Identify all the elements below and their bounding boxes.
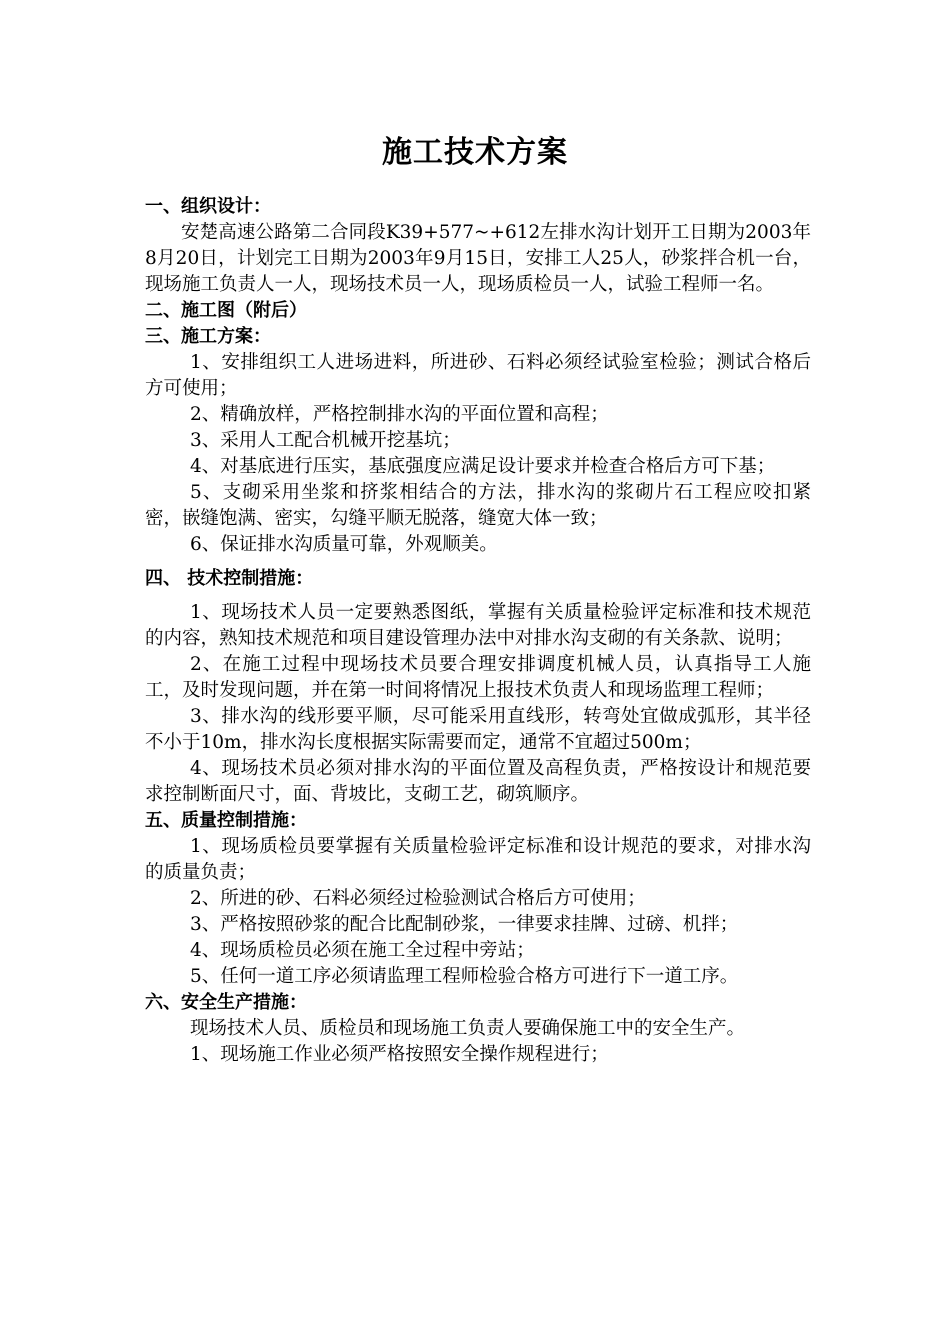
list-item: 6、保证排水沟质量可靠，外观顺美。 bbox=[190, 534, 498, 555]
document-body bbox=[145, 194, 811, 1068]
list-item: 5、任何一道工序必须请监理工程师检验合格方可进行下一道工序。 bbox=[190, 966, 739, 987]
list-item: 4、现场技术员必须对排水沟的平面位置及高程负责，严格按设计和规范要求控制断面尺寸，面、背坡比，支砌工艺，砌筑顺序。 bbox=[145, 758, 811, 805]
page-title: 施工技术方案 bbox=[382, 135, 568, 170]
list-item: 1、安排组织工人进场进料，所进砂、石料必须经试验室检验；测试合格后方可使用； bbox=[145, 352, 811, 399]
section-heading-organization: 一、组织设计： bbox=[145, 196, 271, 217]
list-item: 1、现场施工作业必须严格按照安全操作规程进行； bbox=[190, 1044, 609, 1065]
list-item: 2、精确放样，严格控制排水沟的平面位置和高程； bbox=[190, 404, 609, 425]
paragraph-organization: 安楚高速公路第二合同段K39+577~+612左排水沟计划开工日期为2003年8月20日，计划完工日期为2003年9月15日，安排工人25人，砂浆拌合机一台，现场施工负责人一人，现场技术员一人，现场质检员一人，试验工程师一名。 bbox=[145, 222, 811, 295]
list-item: 5、支砌采用坐浆和挤浆相结合的方法，排水沟的浆砌片石工程应咬扣紧密，嵌缝饱满、密实，勾缝平顺无脱落，缝宽大体一致； bbox=[145, 482, 811, 529]
list-item: 2、在施工过程中现场技术员要合理安排调度机械人员，认真指导工人施工，及时发现问题，并在第一时间将情况上报技术负责人和现场监理工程师； bbox=[145, 654, 811, 701]
list-item: 3、采用人工配合机械开挖基坑； bbox=[190, 430, 461, 451]
list-item: 4、对基底进行压实，基底强度应满足设计要求并检查合格后方可下基； bbox=[190, 456, 776, 477]
list-item: 1、现场质检员要掌握有关质量检验评定标准和设计规范的要求，对排水沟的质量负责； bbox=[145, 836, 811, 883]
list-item: 1、现场技术人员一定要熟悉图纸，掌握有关质量检验评定标准和技术规范的内容，熟知技术规范和项目建设管理办法中对排水沟支砌的有关条款、说明； bbox=[145, 602, 811, 649]
section-heading-plan: 三、施工方案： bbox=[145, 326, 271, 347]
section-heading-safety: 六、安全生产措施： bbox=[145, 992, 307, 1013]
section-heading-quality-control: 五、质量控制措施： bbox=[145, 810, 307, 831]
section-heading-drawing: 二、施工图（附后） bbox=[145, 300, 307, 321]
list-item: 3、严格按照砂浆的配合比配制砂浆，一律要求挂牌、过磅、机拌； bbox=[190, 914, 739, 935]
paragraph-safety-intro: 现场技术人员、质检员和现场施工负责人要确保施工中的安全生产。 bbox=[190, 1018, 746, 1039]
list-item: 2、所进的砂、石料必须经过检验测试合格后方可使用； bbox=[190, 888, 646, 909]
list-item: 3、排水沟的线形要平顺，尽可能采用直线形，转弯处宜做成弧形，其半径不小于10m，排水沟长度根据实际需要而定，通常不宜超过500m； bbox=[145, 706, 811, 753]
section-heading-technical-control: 四、 技术控制措施： bbox=[145, 568, 314, 589]
list-item: 4、现场质检员必须在施工全过程中旁站； bbox=[190, 940, 535, 961]
